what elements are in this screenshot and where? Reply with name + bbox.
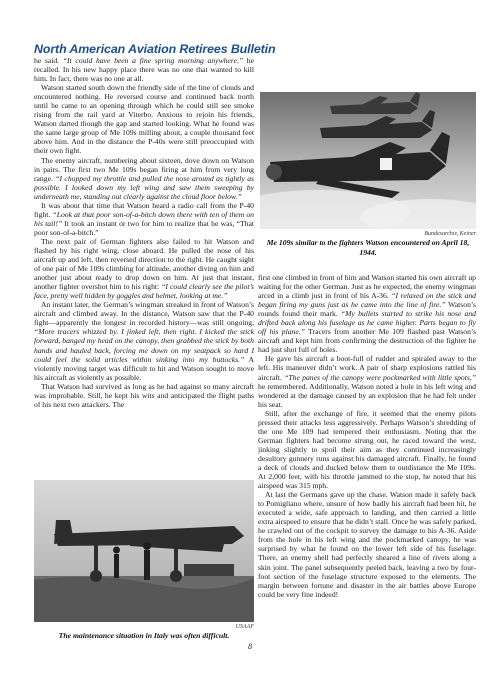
paragraph: That Watson had survived as long as he had against so many aircraft was improbable. Still, he kept his wits and anticipated the flight paths of his next two attackers. The [34, 381, 254, 409]
page-number: 8 [248, 642, 252, 651]
paragraph: Watson started south down the friendly side of the line of clouds and encountered nothing. He reversed course and continued back north until he came to an opening through which he could still see smoke rising from the rail yard at Viterbo. Anxious to rejoin his friends, Watson darted though the gap and started looking. What he found was the same large group of Me 109s milling about, a couple thousand feet above him. And in the distance the P-40s were still preoccupied with their own fight. [34, 83, 254, 156]
paragraph: An instant later, the German’s wingman streaked in front of Watson’s aircraft and climbed away. In the distance, Watson saw that the P-40 fight—apparently the longest in recorded history—was still ongoing, “More tracers whizzed by. I jinked left, then right. I kicked the stick forward, banged my head on the canopy, then grabbed the stick by both hands and hauled back, forcing me down on my seatpack so hard I could feel the solid articles within sinking into my buttocks.” A violently moving target was difficult to hit and Watson sought to move his aircraft as violently as possible. [34, 300, 254, 382]
photo-caption: The maintenance situation in Italy was often difficult. [58, 631, 230, 640]
bulletin-title: North American Aviation Retirees Bulletin [34, 42, 276, 56]
paragraph: It was about that time that Watson heard a radio call from the P-40 fight. “Look at that poor son-of-a-bitch down there with ten of them on his tail!” It took an instant or two for him to realize that he was, “That poor son-of-a-bitch.” [34, 200, 254, 237]
paragraph: He gave his aircraft a boot-full of rudder and spiraled away to the left. His maneuver didn’t work. A pair of sharp explosions rattled his aircraft. “The panes of the canopy were pockmarked with little spots,” he remembered. Additionally, Watson noted a hole in his left wing and wondered at the damage caused by an explosion that he had felt under his seat. [258, 354, 476, 409]
paragraph: first one climbed in front of him and Watson started his own aircraft up waiting for the other German. Just as he expected, the enemy wingman arced in a climb just in front of his A-36. “I relaxed on the stick and began firing my guns just as he came into the line of fire.” Watson’s rounds found their mark. “My bullets started to strike his nose and drifted back along his fuselage as he came higher. Parts began to fly off his plane.” Tracers from another Me 109 flashed past Watson’s aircraft and kept him from confirming the destruction of the fighter he had just shot full of holes. [258, 273, 476, 355]
right-column-text [258, 273, 476, 645]
paragraph: The enemy aircraft, numbering about sixteen, dove down on Watson in pairs. The first two Me 109s began firing at him from very long range. “I chopped my throttle and pulled the nose around as tightly as possible. I looked down my left wing and saw them sweeping by underneath me, standing out clearly against the cloud floor below.” [34, 155, 254, 201]
me109-formation-photo [260, 92, 476, 229]
photo-caption: Me 109s similar to the fighters Watson encountered on April 18, 1944. [266, 238, 470, 257]
paragraph: Still, after the exchange of fire, it seemed that the enemy pilots pressed their attacks less aggressively. Perhaps Watson’s shredding of the one Me 109 had tempered their enthusiasm. Noting that the German fighters had become strung out, he raced toward the west, jinking slightly to spoil their aim as they continued increasingly desultory gunnery runs against his damaged aircraft. Finally, he found a deck of clouds and ducked below them to outdistance the Me 109s. At 2,000 feet, with his throttle jammed to the stop, he noted that his airspeed was 315 mph. [258, 408, 476, 491]
photo-credit: USAAF [235, 624, 254, 630]
photo-credit: Bundesarchiv, Keiner [424, 231, 476, 237]
left-column-text [34, 56, 254, 475]
paragraph: he said. “It could have been a fine spring morning anywhere,” he recalled. In his new happy place there was no one that wanted to kill him. In fact, there was no one at all. [34, 56, 254, 84]
maintenance-photo [34, 480, 254, 622]
paragraph: At last the Germans gave up the chase. Watson made it safely back to Pomigliano where, unsure of how badly his aircraft had been hit, he executed a wide, safe approach to landing, and then carried a little extra airspeed to ensure that he didn’t stall. Once he was safely parked, he crawled out of the cockpit to survey the damage to his A-36. Aside from the hole in his left wing and the pockmarked canopy, he was surprised by what he found on the lower left side of his fuselage. There, an enemy shell had perfectly sheared a line of rivets along a skin joint. The panel subsequently peeled back, leaving a two by four-foot section of the fuselage structure exposed to the elements. The margin between fortune and disaster in the air battles above Europe could be very fine indeed! [258, 490, 476, 599]
paragraph: The next pair of German fighters also failed to hit Watson and flashed by his right wing, close aboard. He pulled the nose of his aircraft up and left, then reversed direction to the right. He caught sight of one pair of Me 109s climbing for altitude, another diving on him and another just about ready to drop down on him. At just that instant, another fighter overshot him to his right: “I could clearly see the pilot’s face, pretty well hidden by goggles and helmet, looking at me.” [34, 236, 254, 301]
